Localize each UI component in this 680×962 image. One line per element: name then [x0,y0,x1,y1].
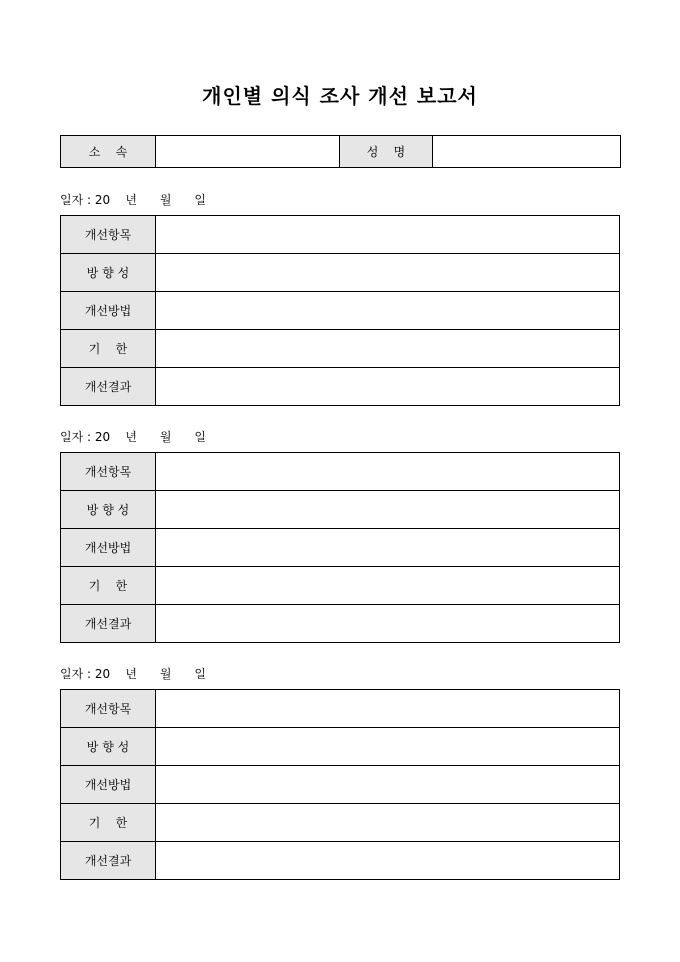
direction-field[interactable] [156,728,620,766]
name-label: 성 명 [340,136,433,168]
table-row [61,567,620,605]
method-field[interactable] [156,292,620,330]
table-row [61,491,620,529]
improvement-item-field[interactable] [156,216,620,254]
improvement-item-field[interactable] [156,453,620,491]
improvement-table [60,215,620,406]
deadline-field[interactable] [156,804,620,842]
direction-label: 방 향 성 [61,254,156,292]
table-row [61,842,620,880]
result-label: 개선결과 [61,605,156,643]
table-row [61,453,620,491]
date-line: 일자 : 20 년 월 일 [60,193,206,207]
table-row [61,368,620,406]
deadline-label: 기 한 [61,567,156,605]
table-row [61,690,620,728]
report-title: 개인별 의식 조사 개선 보고서 [202,84,478,108]
result-field[interactable] [156,605,620,643]
improvement-table [60,689,620,880]
improvement-item-label: 개선항목 [61,216,156,254]
improvement-item-label: 개선항목 [61,690,156,728]
deadline-label: 기 한 [61,330,156,368]
method-field[interactable] [156,766,620,804]
info-row [61,136,621,168]
method-label: 개선방법 [61,292,156,330]
table-row [61,728,620,766]
direction-label: 방 향 성 [61,491,156,529]
table-row [61,216,620,254]
direction-field[interactable] [156,254,620,292]
table-row [61,254,620,292]
result-label: 개선결과 [61,368,156,406]
affiliation-field[interactable] [156,136,340,168]
result-field[interactable] [156,368,620,406]
direction-label: 방 향 성 [61,728,156,766]
table-row [61,292,620,330]
method-label: 개선방법 [61,529,156,567]
improvement-item-field[interactable] [156,690,620,728]
table-row [61,330,620,368]
name-field[interactable] [433,136,621,168]
improvement-item-label: 개선항목 [61,453,156,491]
deadline-label: 기 한 [61,804,156,842]
table-row [61,804,620,842]
direction-field[interactable] [156,491,620,529]
deadline-field[interactable] [156,567,620,605]
date-line: 일자 : 20 년 월 일 [60,430,206,444]
result-field[interactable] [156,842,620,880]
method-label: 개선방법 [61,766,156,804]
deadline-field[interactable] [156,330,620,368]
affiliation-label: 소 속 [61,136,156,168]
table-row [61,766,620,804]
table-row [61,605,620,643]
table-row [61,529,620,567]
method-field[interactable] [156,529,620,567]
date-line: 일자 : 20 년 월 일 [60,667,206,681]
improvement-table [60,452,620,643]
result-label: 개선결과 [61,842,156,880]
info-table [60,135,621,168]
